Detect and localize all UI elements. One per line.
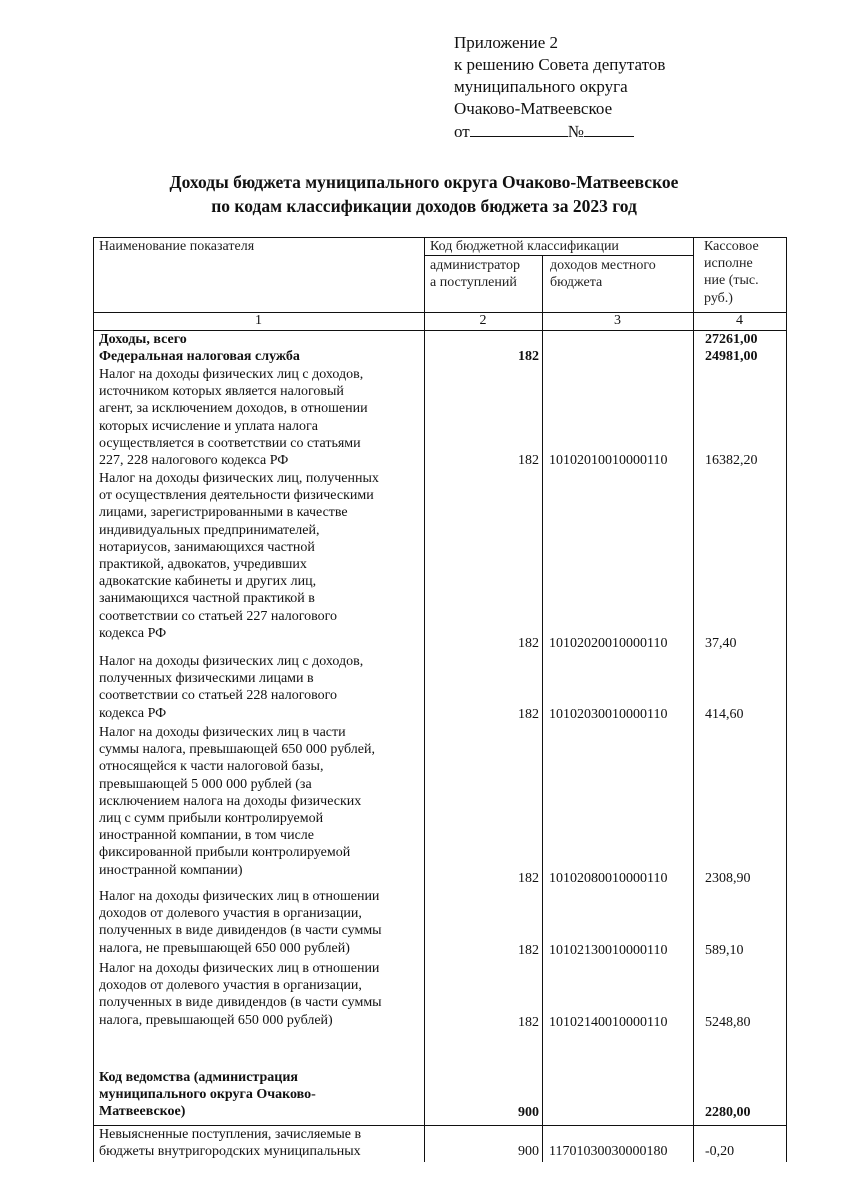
table-border-left xyxy=(93,237,94,1162)
row-code: 10102080010000110 xyxy=(549,871,668,886)
row-name-line: полученных в виде дивидендов (в части суммы xyxy=(99,995,382,1011)
row-name-line: 227, 228 налогового кодекса РФ xyxy=(99,453,289,469)
row-name-line: фиксированной прибыли контролируемой xyxy=(99,845,351,861)
row-name-line: лицами, зарегистрированными в качестве xyxy=(99,505,348,521)
row-name xyxy=(99,888,424,957)
number-blank xyxy=(584,120,634,137)
row-name xyxy=(99,470,424,642)
row-sum: 2308,90 xyxy=(705,871,751,886)
row-name-line: налога, не превышающей 650 000 рублей) xyxy=(99,940,350,956)
row-name-line: от осуществления деятельности физическими xyxy=(99,488,374,504)
from-label: от xyxy=(454,122,470,141)
income-table xyxy=(93,237,787,1162)
number-sign: № xyxy=(567,122,584,141)
row-name-line: превышающей 5 000 000 рублей (за xyxy=(99,776,312,792)
row-name-line: доходов от долевого участия в организации, xyxy=(99,978,362,994)
row-admin: 182 xyxy=(518,636,539,651)
header-admin-line: администратор xyxy=(430,258,520,273)
row-name-line: Матвеевское) xyxy=(99,1104,186,1120)
row-name xyxy=(99,1126,424,1160)
row-code: 10102020010000110 xyxy=(549,636,668,651)
appendix-date-line xyxy=(454,120,665,143)
header-cash-line: руб.) xyxy=(704,290,733,306)
row-admin: 182 xyxy=(518,453,539,468)
row-name-line: доходов от долевого участия в организации, xyxy=(99,906,362,922)
table-border-right xyxy=(786,237,787,1162)
row-name-line: Налог на доходы физических лиц в части xyxy=(99,725,346,740)
row-sum: 37,40 xyxy=(705,636,737,651)
row-name xyxy=(99,366,424,469)
appendix-line: Приложение 2 xyxy=(454,33,558,52)
appendix-line: Очаково-Матвеевское xyxy=(454,99,613,118)
row-name-line: Невыясненные поступления, зачисляемые в xyxy=(99,1127,362,1142)
row-name-line: полученных физическими лицами в xyxy=(99,671,314,687)
row-total-name: Доходы, всего xyxy=(99,332,187,347)
table-col-divider xyxy=(542,255,543,1162)
header-admin-line: а поступлений xyxy=(430,275,517,291)
row-name-line: Налог на доходы физических лиц, полученных xyxy=(99,471,379,486)
row-name-line: соответствии со статьей 227 налогового xyxy=(99,608,337,624)
row-name-line: индивидуальных предпринимателей, xyxy=(99,522,320,538)
row-name-line: которых исчисление и уплата налога xyxy=(99,418,318,434)
date-blank xyxy=(470,120,568,137)
row-name-line: иностранной компании, в том числе xyxy=(99,828,314,844)
header-cash-line: исполне xyxy=(704,256,753,272)
row-admin: 182 xyxy=(518,871,539,886)
header-local xyxy=(550,257,656,291)
header-local-line: бюджета xyxy=(550,275,603,291)
row-fns-name: Федеральная налоговая служба xyxy=(99,349,300,364)
row-code: 11701030030000180 xyxy=(549,1144,668,1159)
appendix-line: к решению Совета депутатов xyxy=(454,55,666,74)
col-number: 3 xyxy=(614,313,621,328)
row-name-line: Налог на доходы физических лиц с доходов, xyxy=(99,654,364,669)
header-admin xyxy=(430,257,520,291)
title-line-1: Доходы бюджета муниципального округа Очаково-Матвеевское xyxy=(169,172,679,192)
row-name-line: муниципального округа Очаково- xyxy=(99,1087,316,1103)
row-dept-admin: 900 xyxy=(518,1105,539,1120)
row-name-line: иностранной компании) xyxy=(99,862,243,878)
row-name-line: осуществляется в соответствии со статьями xyxy=(99,435,361,451)
row-code: 10102130010000110 xyxy=(549,943,668,958)
row-name-line: Налог на доходы физических лиц с доходов, xyxy=(99,367,364,382)
row-sum: 589,10 xyxy=(705,943,744,958)
row-dept-name xyxy=(99,1069,424,1121)
row-name-line: исключением налога на доходы физических xyxy=(99,793,362,809)
header-cash-line: Кассовое xyxy=(704,239,759,254)
col-number: 4 xyxy=(736,313,743,328)
row-total-sum: 27261,00 xyxy=(705,332,758,347)
header-name: Наименование показателя xyxy=(99,239,255,254)
row-name-line: адвокатские кабинеты и других лиц, xyxy=(99,574,317,590)
row-sum: 5248,80 xyxy=(705,1015,751,1030)
row-admin: 900 xyxy=(518,1144,539,1159)
col-number: 1 xyxy=(255,313,262,328)
row-name-line: Код ведомства (администрация xyxy=(99,1070,298,1085)
row-admin: 182 xyxy=(518,1015,539,1030)
header-cash xyxy=(704,238,759,307)
row-name-line: кодекса РФ xyxy=(99,705,167,721)
row-name-line: агент, за исключением доходов, в отношении xyxy=(99,401,368,417)
col-number: 2 xyxy=(479,313,487,328)
row-name-line: полученных в виде дивидендов (в части суммы xyxy=(99,923,382,939)
row-name-line: относящейся к части налоговой базы, xyxy=(99,759,324,775)
row-fns-sum: 24981,00 xyxy=(705,349,758,364)
row-code: 10102140010000110 xyxy=(549,1015,668,1030)
row-name xyxy=(99,960,424,1029)
row-name-line: лиц с сумм прибыли контролируемой xyxy=(99,811,324,827)
row-fns-admin: 182 xyxy=(518,349,539,364)
row-admin: 182 xyxy=(518,943,539,958)
row-sum: 16382,20 xyxy=(705,453,758,468)
row-admin: 182 xyxy=(518,707,539,722)
row-name-line: источником которых является налоговый xyxy=(99,384,344,400)
row-name xyxy=(99,724,424,879)
row-code: 10102010010000110 xyxy=(549,453,668,468)
row-name-line: нотариусов, занимающихся частной xyxy=(99,539,315,555)
row-name-line: кодекса РФ xyxy=(99,625,167,641)
title-line-2: по кодам классификации доходов бюджета за 2023 год xyxy=(211,196,637,216)
row-dept-sum: 2280,00 xyxy=(705,1105,751,1120)
row-name-line: соответствии со статьей 228 налогового xyxy=(99,688,337,704)
row-name-line: Налог на доходы физических лиц в отношении xyxy=(99,889,380,904)
header-cash-line: ние (тыс. xyxy=(704,273,759,289)
row-name-line: бюджеты внутригородских муниципальных xyxy=(99,1144,361,1160)
header-local-line: доходов местного xyxy=(550,258,656,273)
row-code: 10102030010000110 xyxy=(549,707,668,722)
appendix-line: муниципального округа xyxy=(454,77,628,96)
row-sum: 414,60 xyxy=(705,707,744,722)
document-title xyxy=(0,170,848,218)
row-name-line: налога, превышающей 650 000 рублей) xyxy=(99,1012,333,1028)
table-col-divider xyxy=(424,237,425,1162)
row-name-line: занимающихся частной практикой в xyxy=(99,591,315,607)
header-kbk: Код бюджетной классификации xyxy=(430,239,619,254)
appendix-block xyxy=(454,32,665,143)
row-name-line: практикой, адвокатов, учредивших xyxy=(99,557,307,573)
row-name xyxy=(99,653,424,722)
row-name-line: суммы налога, превышающей 650 000 рублей, xyxy=(99,742,376,758)
row-sum: -0,20 xyxy=(705,1144,735,1159)
row-name-line: Налог на доходы физических лиц в отношении xyxy=(99,961,380,976)
